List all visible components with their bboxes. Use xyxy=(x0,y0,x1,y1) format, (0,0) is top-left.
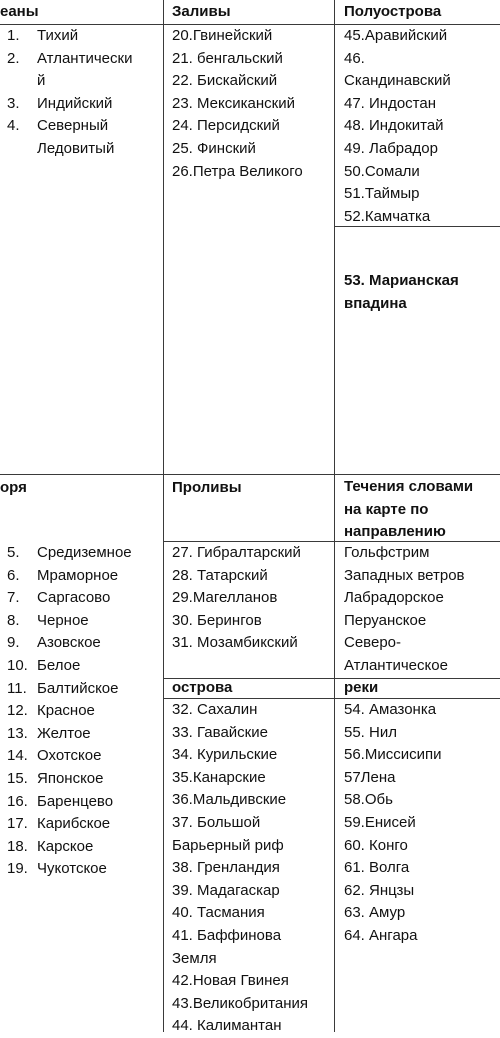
list-item: 57Лена xyxy=(344,768,396,786)
peninsulas-header: Полуострова xyxy=(344,3,442,20)
list-item: 9. Азовское xyxy=(7,634,101,652)
list-item: 34. Курильские xyxy=(172,746,278,764)
list-item: 16. Баренцево xyxy=(7,792,114,810)
list-item: 62. Янцзы xyxy=(344,881,415,899)
list-item: 43.Великобритания xyxy=(172,994,309,1012)
list-item: 54. Амазонка xyxy=(344,701,437,718)
list-item: Гольфстрим xyxy=(344,544,430,561)
list-item: 36.Мальдивские xyxy=(172,791,287,809)
column-divider-1 xyxy=(163,0,164,1032)
list-item: Ледовитый xyxy=(37,139,115,157)
list-item: 63. Амур xyxy=(344,904,406,922)
list-item: Перуанское xyxy=(344,611,427,629)
list-item: 12. Красное xyxy=(7,702,95,720)
gulfs-header: Заливы xyxy=(172,3,231,20)
list-item: 42.Новая Гвинея xyxy=(172,972,289,990)
list-item: Северо- xyxy=(344,634,401,652)
seas-list xyxy=(7,542,132,881)
islands-header: острова xyxy=(172,679,233,696)
rivers-header: реки xyxy=(344,679,379,696)
list-item: 27. Гибралтарский xyxy=(172,544,301,561)
list-item: 21. бенгальский xyxy=(172,49,283,67)
list-item: 31. Мозамбикский xyxy=(172,634,298,652)
list-item: 29.Магелланов xyxy=(172,589,278,607)
list-item: Барьерный риф xyxy=(172,836,284,854)
list-item: 18. Карское xyxy=(7,837,94,855)
oceans-list xyxy=(7,25,132,161)
list-item: 4. Северный xyxy=(7,117,109,135)
straits-header: Проливы xyxy=(172,479,242,496)
seas-header: оря xyxy=(0,479,27,496)
list-item: 59.Енисей xyxy=(344,813,416,831)
islands-list xyxy=(172,699,308,1038)
list-item: 5. Средиземное xyxy=(7,544,132,561)
column-divider-2 xyxy=(334,0,335,1032)
list-item: Лабрадорское xyxy=(344,589,444,607)
list-item: 46. xyxy=(344,49,365,67)
list-item: 32. Сахалин xyxy=(172,701,258,718)
list-item: 33. Гавайские xyxy=(172,723,268,741)
peninsulas-list xyxy=(344,25,451,228)
list-item: 39. Мадагаскар xyxy=(172,881,280,899)
list-item: 25. Финский xyxy=(172,139,256,157)
list-item: Скандинавский xyxy=(344,72,451,90)
list-item: 23. Мексиканский xyxy=(172,94,295,112)
list-item: 38. Гренландия xyxy=(172,859,280,877)
list-item: 49. Лабрадор xyxy=(344,139,438,157)
list-item: 13. Желтое xyxy=(7,724,91,742)
list-item: 60. Конго xyxy=(344,836,408,854)
gulfs-list xyxy=(172,25,303,183)
list-item: 2. Атлантически xyxy=(7,49,133,67)
list-item: 41. Баффинова xyxy=(172,926,282,944)
list-item: 45.Аравийский xyxy=(344,27,448,44)
list-item: 50.Сомали xyxy=(344,162,420,180)
oceans-header: еаны xyxy=(0,3,39,20)
list-item: Западных ветров xyxy=(344,566,465,584)
list-item: 40. Тасмания xyxy=(172,904,265,922)
list-item: 24. Персидский xyxy=(172,117,280,135)
list-item: 8. Черное xyxy=(7,611,89,629)
list-item: 3. Индийский xyxy=(7,94,113,112)
row-divider-middle xyxy=(0,474,500,475)
list-item: 28. Татарский xyxy=(172,566,268,584)
list-item: 35.Канарские xyxy=(172,768,266,786)
list-item: 15. Японское xyxy=(7,769,104,787)
list-item: й xyxy=(37,72,46,90)
trench-label: 53. Марианская впадина xyxy=(344,272,459,312)
currents-list xyxy=(344,542,465,678)
list-item: 10. Белое xyxy=(7,656,81,674)
list-item: 58.Обь xyxy=(344,791,393,809)
list-item: 26.Петра Великого xyxy=(172,162,303,180)
list-item: 55. Нил xyxy=(344,723,397,741)
list-item: 19. Чукотское xyxy=(7,860,107,878)
list-item: Земля xyxy=(172,949,217,967)
list-item: 30. Берингов xyxy=(172,611,262,629)
list-item: 7. Саргасово xyxy=(7,589,111,607)
rivers-list xyxy=(344,699,442,948)
list-item: 44. Калимантан xyxy=(172,1017,282,1035)
list-item: 52.Камчатка xyxy=(344,207,431,225)
list-item: Атлантическое xyxy=(344,656,448,674)
list-item: 37. Большой xyxy=(172,813,261,831)
list-item: 64. Ангара xyxy=(344,926,418,944)
list-item: 6. Мраморное xyxy=(7,566,119,584)
currents-header: Течения словами на карте по направлению xyxy=(344,478,474,541)
list-item: 20.Гвинейский xyxy=(172,27,273,44)
list-item: 22. Бискайский xyxy=(172,72,278,90)
list-item: 51.Таймыр xyxy=(344,185,420,203)
list-item: 17. Карибское xyxy=(7,815,111,833)
list-item: 14. Охотское xyxy=(7,747,102,765)
list-item: 61. Волга xyxy=(344,859,410,877)
list-item: 47. Индостан xyxy=(344,94,437,112)
list-item: 1. Тихий xyxy=(7,27,79,44)
straits-list xyxy=(172,542,301,655)
list-item: 48. Индокитай xyxy=(344,117,444,135)
list-item: 56.Миссисипи xyxy=(344,746,442,764)
list-item: 11. Балтийское xyxy=(7,679,119,697)
